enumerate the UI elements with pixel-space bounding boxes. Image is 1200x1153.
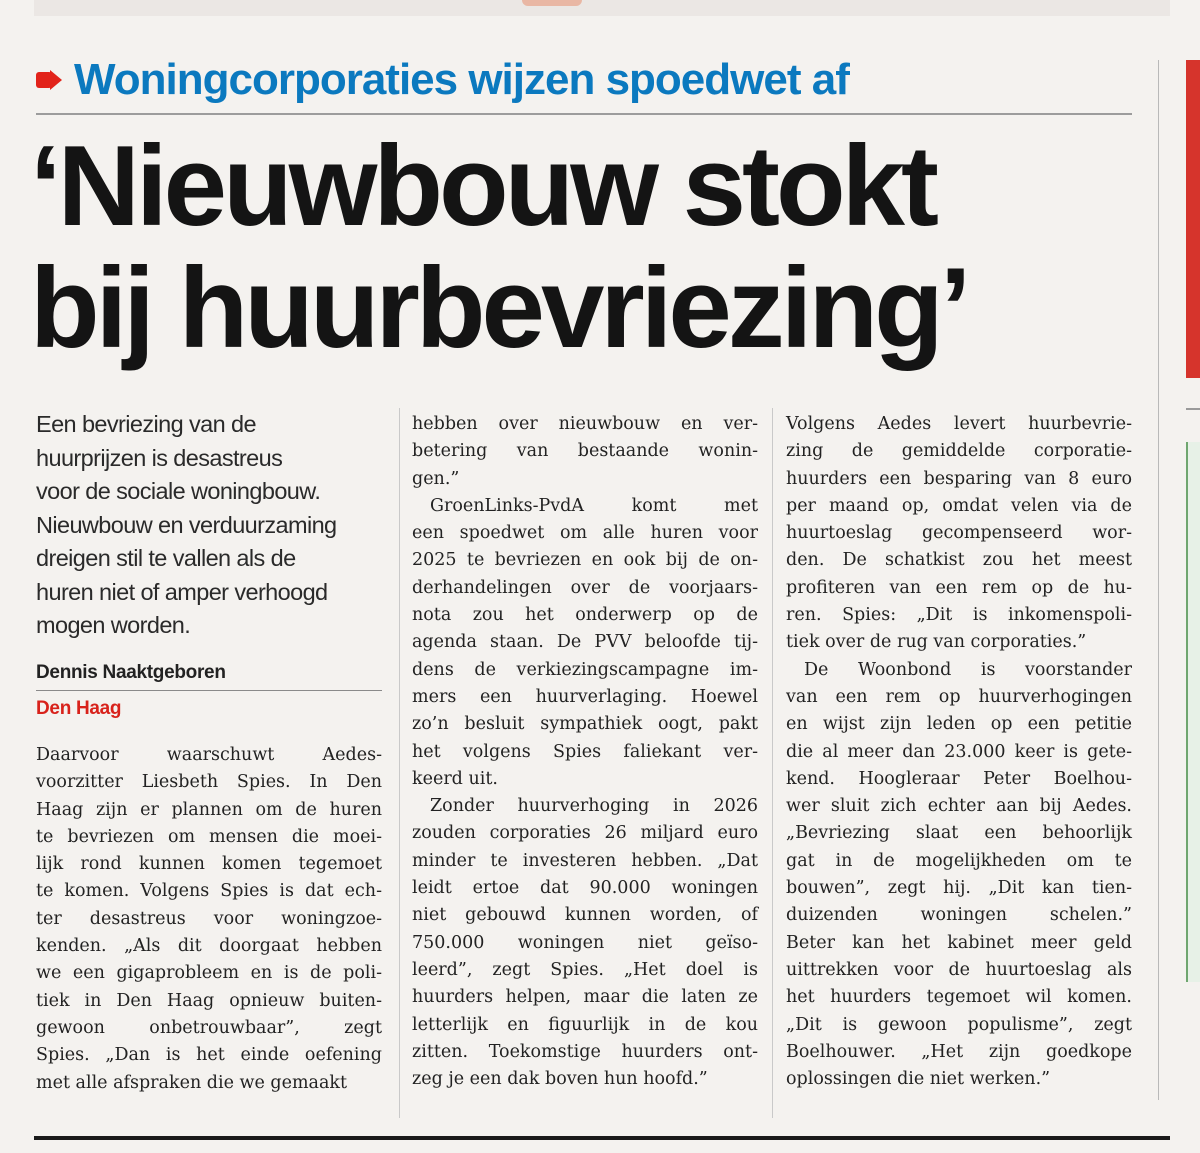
- body-line: letterlijk en figuurlijk in de kou: [412, 1014, 758, 1035]
- lead-line: voor de sociale woningbouw.: [36, 478, 321, 504]
- headline-line: ‘Nieuwbouw stokt: [30, 123, 935, 250]
- headline: [30, 123, 1150, 372]
- byline-rule: [36, 690, 382, 691]
- body-line: zouden corporaties 26 miljard euro: [412, 823, 758, 844]
- lead-line: mogen worden.: [36, 612, 191, 638]
- body-line: niet gebouwd kunnen worden, of: [412, 905, 758, 926]
- body-line: Boelhouwer. „Het zijn goedkope: [786, 1041, 1132, 1062]
- body-line: gen.”: [412, 468, 460, 489]
- body-line: GroenLinks-PvdA komt met: [430, 495, 758, 516]
- headline-line: bij huurbevriezing’: [30, 245, 968, 372]
- body-line: dens de verkiezingscampagne im-: [412, 659, 758, 680]
- body-line: een spoedwet om alle huren voor: [412, 523, 758, 544]
- body-line: Daarvoor waarschuwt Aedes-: [36, 745, 382, 765]
- body-line: zo’n besluit sympathiek oogt, pakt: [412, 714, 758, 735]
- body-line: duizenden woningen schelen.”: [786, 905, 1132, 926]
- previous-article-image-edge: [522, 0, 582, 6]
- body-line: huurders een besparing van 8 euro: [786, 468, 1132, 489]
- body-column-1: [36, 742, 382, 1097]
- body-line: voorzitter Liesbeth Spies. In Den: [36, 772, 382, 793]
- body-line: Volgens Aedes levert huurbevrie-: [786, 414, 1132, 434]
- body-line: ter desastreus voor woningzoe-: [36, 908, 382, 929]
- body-line: die al meer dan 23.000 keer is gete-: [786, 741, 1132, 762]
- lead-line: huurprijzen is desastreus: [36, 444, 283, 471]
- body-line: zitten. Toekomstige huurders ont-: [412, 1041, 758, 1062]
- body-line: met alle afspraken die we gemaakt: [36, 1072, 348, 1093]
- body-line: tiek over de rug van corporaties.”: [786, 632, 1087, 653]
- body-line: en wijst zijn leden op een petitie: [786, 714, 1132, 735]
- arrow-icon: [36, 68, 64, 92]
- byline: Dennis Naaktgeboren: [36, 662, 226, 683]
- body-line: De Woonbond is voorstander: [804, 659, 1132, 680]
- body-line: het volgens Spies faliekant ver-: [412, 741, 758, 762]
- page-divider: [1158, 60, 1159, 1100]
- lead-line: Nieuwbouw en verduurzaming: [36, 511, 337, 538]
- body-line: huurders helpen, maar die laten ze: [412, 987, 758, 1008]
- body-line: we een gigaprobleem en is de poli-: [36, 963, 382, 984]
- body-line: wer sluit zich echter aan bij Aedes.: [786, 796, 1132, 817]
- body-line: leidt ertoe dat 90.000 woningen: [412, 878, 758, 899]
- body-line: 750.000 woningen niet geïso-: [412, 932, 758, 953]
- lead-line: Een bevriezing van de: [36, 411, 256, 437]
- lead-line: huren niet of amper verhoogd: [36, 578, 328, 605]
- bottom-rule: [34, 1136, 1170, 1140]
- adjacent-article-edge: [1186, 60, 1200, 378]
- body-line: den. De schatkist zou het meest: [786, 550, 1132, 571]
- body-line: agenda staan. De PVV beloofde tij-: [412, 632, 758, 653]
- body-line: lijk rond kunnen komen tegemoet: [36, 854, 382, 875]
- body-line: per maand op, omdat velen via de: [786, 495, 1132, 516]
- body-line: kend. Hoogleraar Peter Boelhou-: [786, 768, 1132, 789]
- column-divider: [399, 408, 400, 1118]
- body-line: zing de gemiddelde corporatie-: [786, 441, 1132, 462]
- body-line: kenden. „Als dit doorgaat hebben: [36, 936, 382, 957]
- dateline: Den Haag: [36, 698, 122, 719]
- lead-line: dreigen stil te vallen als de: [36, 545, 296, 571]
- adjacent-rule: [1186, 408, 1200, 410]
- body-line: oplossingen die niet werken.”: [786, 1069, 1051, 1090]
- body-line: Beter kan het kabinet meer geld: [786, 932, 1132, 953]
- body-line: het huurders tegemoet wil komen.: [786, 987, 1132, 1008]
- lead-paragraph: [36, 408, 392, 643]
- body-line: leerd”, zegt Spies. „Het doel is: [412, 959, 758, 980]
- kicker: [36, 52, 1136, 108]
- body-line: uittrekken voor de huurtoeslag als: [786, 959, 1132, 980]
- body-line: betering van bestaande wonin-: [412, 441, 758, 462]
- body-line: ren. Spies: „Dit is inkomenspoli-: [786, 605, 1132, 626]
- body-line: te komen. Volgens Spies is dat ech-: [36, 881, 382, 902]
- body-column-3: [786, 411, 1132, 1093]
- headline-rule: [36, 113, 1132, 115]
- body-line: van een rem op huurverhogingen: [786, 686, 1132, 707]
- body-line: minder te investeren hebben. „Dat: [412, 850, 758, 871]
- body-line: „Bevriezing slaat een behoorlijk: [786, 823, 1132, 844]
- body-line: gewoon onbetrouwbaar”, zegt: [36, 1017, 382, 1038]
- body-line: te bevriezen om mensen die moei-: [36, 826, 382, 847]
- body-line: Haag zijn er plannen om de huren: [36, 799, 382, 820]
- body-line: „Dit is gewoon populisme”, zegt: [786, 1014, 1132, 1035]
- previous-article-strip: [34, 0, 1170, 16]
- body-line: Zonder huurverhoging in 2026: [430, 796, 758, 817]
- body-line: profiteren van een rem op de hu-: [786, 577, 1132, 598]
- adjacent-box-edge: [1186, 442, 1200, 982]
- body-line: Spies. „Dan is het einde oefening: [36, 1045, 382, 1066]
- body-line: 2025 te bevriezen en ook bij de on-: [412, 550, 758, 571]
- body-line: derhandelingen over de voorjaars-: [412, 577, 758, 598]
- body-column-2: [412, 411, 758, 1093]
- body-line: bouwen”, zegt hij. „Dit kan tien-: [786, 878, 1132, 899]
- body-line: zeg je een dak boven hun hoofd.”: [412, 1069, 708, 1090]
- body-line: mers een huurverlaging. Hoewel: [412, 686, 758, 707]
- body-line: keerd uit.: [412, 768, 498, 789]
- kicker-text: Woningcorporaties wijzen spoedwet af: [74, 55, 849, 104]
- body-line: nota zou het onderwerp op de: [412, 605, 758, 626]
- body-line: gat in de mogelijkheden om te: [786, 850, 1132, 871]
- body-line: huurtoeslag gecompenseerd wor-: [786, 523, 1132, 544]
- column-divider: [772, 408, 773, 1118]
- body-line: hebben over nieuwbouw en ver-: [412, 414, 758, 434]
- body-line: tiek in Den Haag opnieuw buiten-: [36, 990, 382, 1011]
